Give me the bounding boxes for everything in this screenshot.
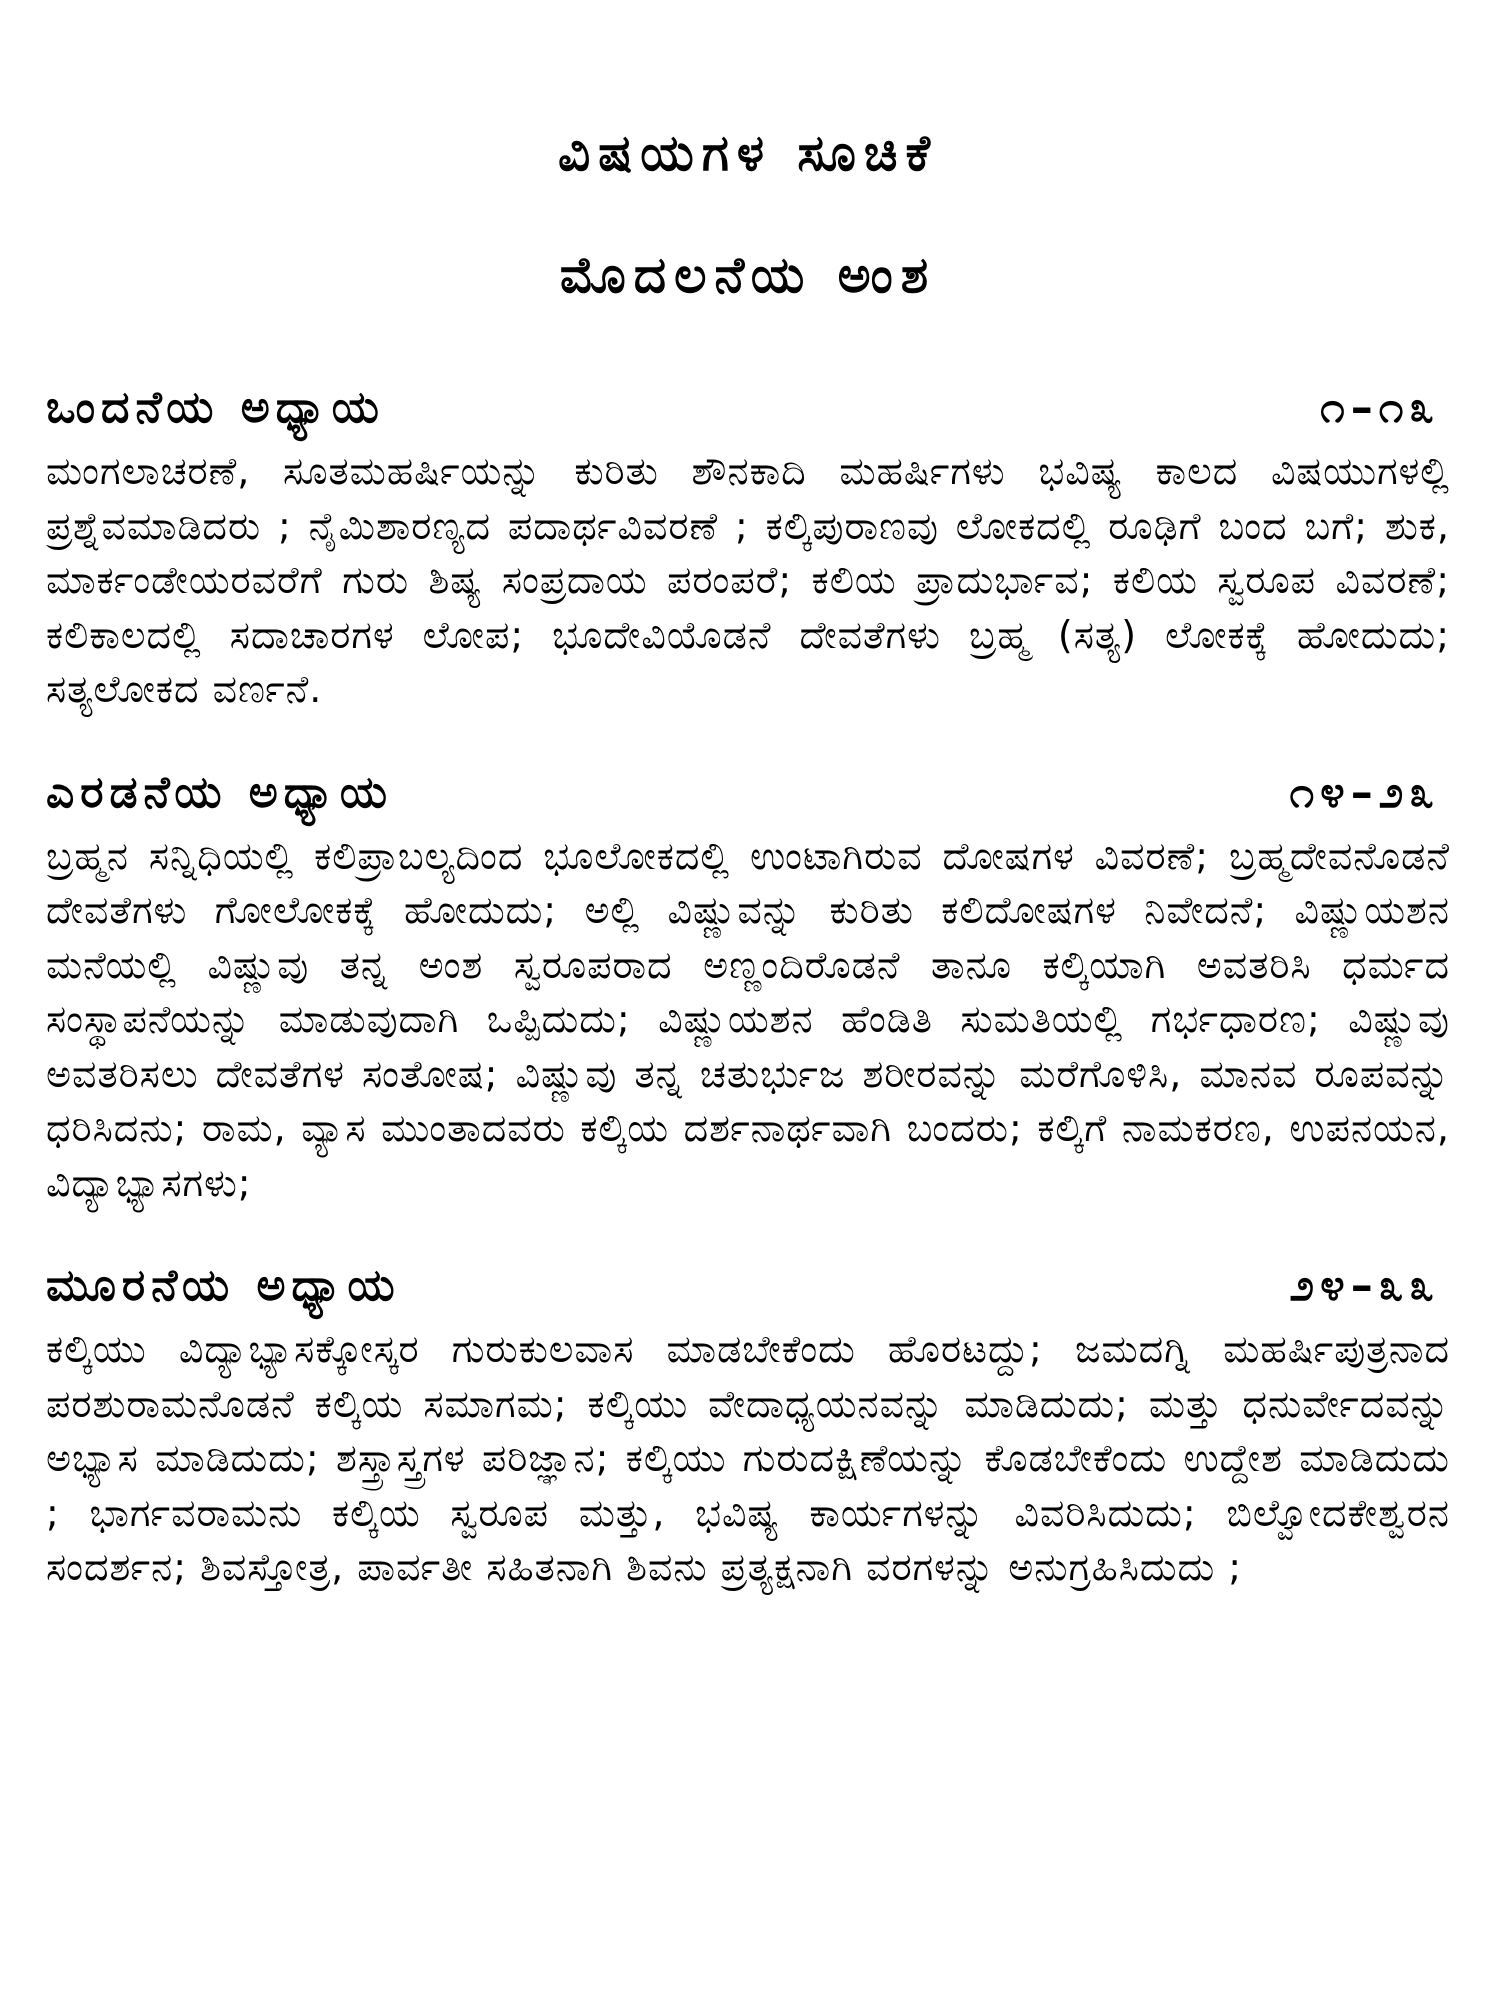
chapter-1 <box>46 382 1450 717</box>
chapter-heading: ಒಂದನೆಯ ಅಧ್ಯಾಯ <box>46 382 385 433</box>
chapter-summary: ಬ್ರಹ್ಮನ ಸನ್ನಿಧಿಯಲ್ಲಿ ಕಲಿಪ್ರಾಬಲ್ಯದಿಂದ ಭೂಲೋಕದಲ್ಲಿ ಉಂಟಾಗಿರುವ ದೋಷಗಳ ವಿವರಣೆ; ಬ್ರಹ್ಮದೇವನೊಡನೆ ದೇವತೆಗಳು ಗೋಲೋಕಕ್ಕೆ ಹೋದುದು; ಅಲ್ಲಿ ವಿಷ್ಣುವನ್ನು ಕುರಿತು ಕಲಿದೋಷಗಳ ನಿವೇದನೆ; ವಿಷ್ಣುಯಶನ ಮನೆಯಲ್ಲಿ ವಿಷ್ಣುವು ತನ್ನ ಅಂಶ ಸ್ವರೂಪರಾದ ಅಣ್ಣಂದಿರೊಡನೆ ತಾನೂ ಕಲ್ಕಿಯಾಗಿ ಅವತರಿಸಿ ಧರ್ಮದ ಸಂಸ್ಥಾಪನೆಯನ್ನು ಮಾಡುವುದಾಗಿ ಒಪ್ಪಿದುದು; ವಿಷ್ಣುಯಶನ ಹೆಂಡಿತಿ ಸುಮತಿಯಲ್ಲಿ ಗರ್ಭಧಾರಣ; ವಿಷ್ಣುವು ಅವತರಿಸಲು ದೇವತೆಗಳ ಸಂತೋಷ; ವಿಷ್ಣುವು ತನ್ನ ಚತುರ್ಭುಜ ಶರೀರವನ್ನು ಮರೆಗೊಳಿಸಿ, ಮಾನವ ರೂಪವನ್ನು ಧರಿಸಿದನು; ರಾಮ, ವ್ಯಾಸ ಮುಂತಾದವರು ಕಲ್ಕಿಯ ದರ್ಶನಾರ್ಥವಾಗಿ ಬಂದರು; ಕಲ್ಕಿಗೆ ನಾಮಕರಣ, ಉಪನಯನ, ವಿದ್ಯಾಭ್ಯಾಸಗಳು; <box>46 833 1450 1205</box>
chapter-header <box>46 1260 1450 1311</box>
page-range: ೧೪–೨೩ <box>1289 766 1440 818</box>
chapter-3 <box>46 1260 1450 1595</box>
chapter-header <box>46 382 1450 433</box>
chapter-heading: ಮೂರನೆಯ ಅಧ್ಯಾಯ <box>46 1260 401 1311</box>
page-range: ೨೪–೩೩ <box>1289 1260 1440 1311</box>
page-title: ವಿಷಯಗಳ ಸೂಚಿಕೆ <box>558 124 938 182</box>
page-range: ೧–೧೩ <box>1320 382 1440 433</box>
chapter-2 <box>46 766 1450 1211</box>
chapter-summary: ಮಂಗಲಾಚರಣೆ, ಸೂತಮಹರ್ಷಿಯನ್ನು ಕುರಿತು ಶೌನಕಾದಿ ಮಹರ್ಷಿಗಳು ಭವಿಷ್ಯ ಕಾಲದ ವಿಷಯುಗಳಲ್ಲಿ ಪ್ರಶ್ನೆವಮಾಡಿದರು ; ನೈಮಿಶಾರಣ್ಯದ ಪದಾರ್ಥವಿವರಣೆ ; ಕಲ್ಕಿಪುರಾಣವು ಲೋಕದಲ್ಲಿ ರೂಢಿಗೆ ಬಂದ ಬಗೆ; ಶುಕ, ಮಾರ್ಕಂಡೇಯರವರೆಗೆ ಗುರು ಶಿಷ್ಯ ಸಂಪ್ರದಾಯ ಪರಂಪರೆ; ಕಲಿಯ ಪ್ರಾದುರ್ಭಾವ; ಕಲಿಯ ಸ್ವರೂಪ ವಿವರಣೆ; ಕಲಿಕಾಲದಲ್ಲಿ ಸದಾಚಾರಗಳ ಲೋಪ; ಭೂದೇವಿಯೊಡನೆ ದೇವತೆಗಳು ಬ್ರಹ್ಮ (ಸತ್ಯ) ಲೋಕಕ್ಕೆ ಹೋದುದು; ಸತ್ಯಲೋಕದ ವರ್ಣನೆ. <box>46 449 1450 711</box>
chapter-header <box>46 766 1450 818</box>
chapter-heading: ಎರಡನೆಯ ಅಧ್ಯಾಯ <box>46 766 393 818</box>
section-subtitle: ಮೊದಲನೆಯ ಅಂಶ <box>559 246 937 304</box>
chapter-summary: ಕಲ್ಕಿಯು ವಿದ್ಯಾಭ್ಯಾಸಕ್ಕೋಸ್ಕರ ಗುರುಕುಲವಾಸ ಮಾಡಬೇಕೆಂದು ಹೊರಟದ್ದು; ಜಮದಗ್ನಿ ಮಹರ್ಷಿಪುತ್ರನಾದ ಪರಶುರಾಮನೊಡನೆ ಕಲ್ಕಿಯ ಸಮಾಗಮ; ಕಲ್ಕಿಯು ವೇದಾಧ್ಯಯನವನ್ನು ಮಾಡಿದುದು; ಮತ್ತು ಧನುರ್ವೇದವನ್ನು ಅಭ್ಯಾಸ ಮಾಡಿದುದು; ಶಸ್ತ್ರಾಸ್ತ್ರಗಳ ಪರಿಜ್ಞಾನ; ಕಲ್ಕಿಯು ಗುರುದಕ್ಷಿಣೆಯನ್ನು ಕೊಡಬೇಕೆಂದು ಉದ್ದೇಶ ಮಾಡಿದುದು ; ಭಾರ್ಗವರಾಮನು ಕಲ್ಕಿಯ ಸ್ವರೂಪ ಮತ್ತು, ಭವಿಷ್ಯ ಕಾರ್ಯಗಳನ್ನು ವಿವರಿಸಿದುದು; ಬಿಲ್ವೋದಕೇಶ್ವರನ ಸಂದರ್ಶನ; ಶಿವಸ್ತೋತ್ರ, ಪಾರ್ವತೀ ಸಹಿತನಾಗಿ ಶಿವನು ಪ್ರತ್ಯಕ್ಷನಾಗಿ ವರಗಳನ್ನು ಅನುಗ್ರಹಿಸಿದುದು ; <box>46 1327 1450 1589</box>
